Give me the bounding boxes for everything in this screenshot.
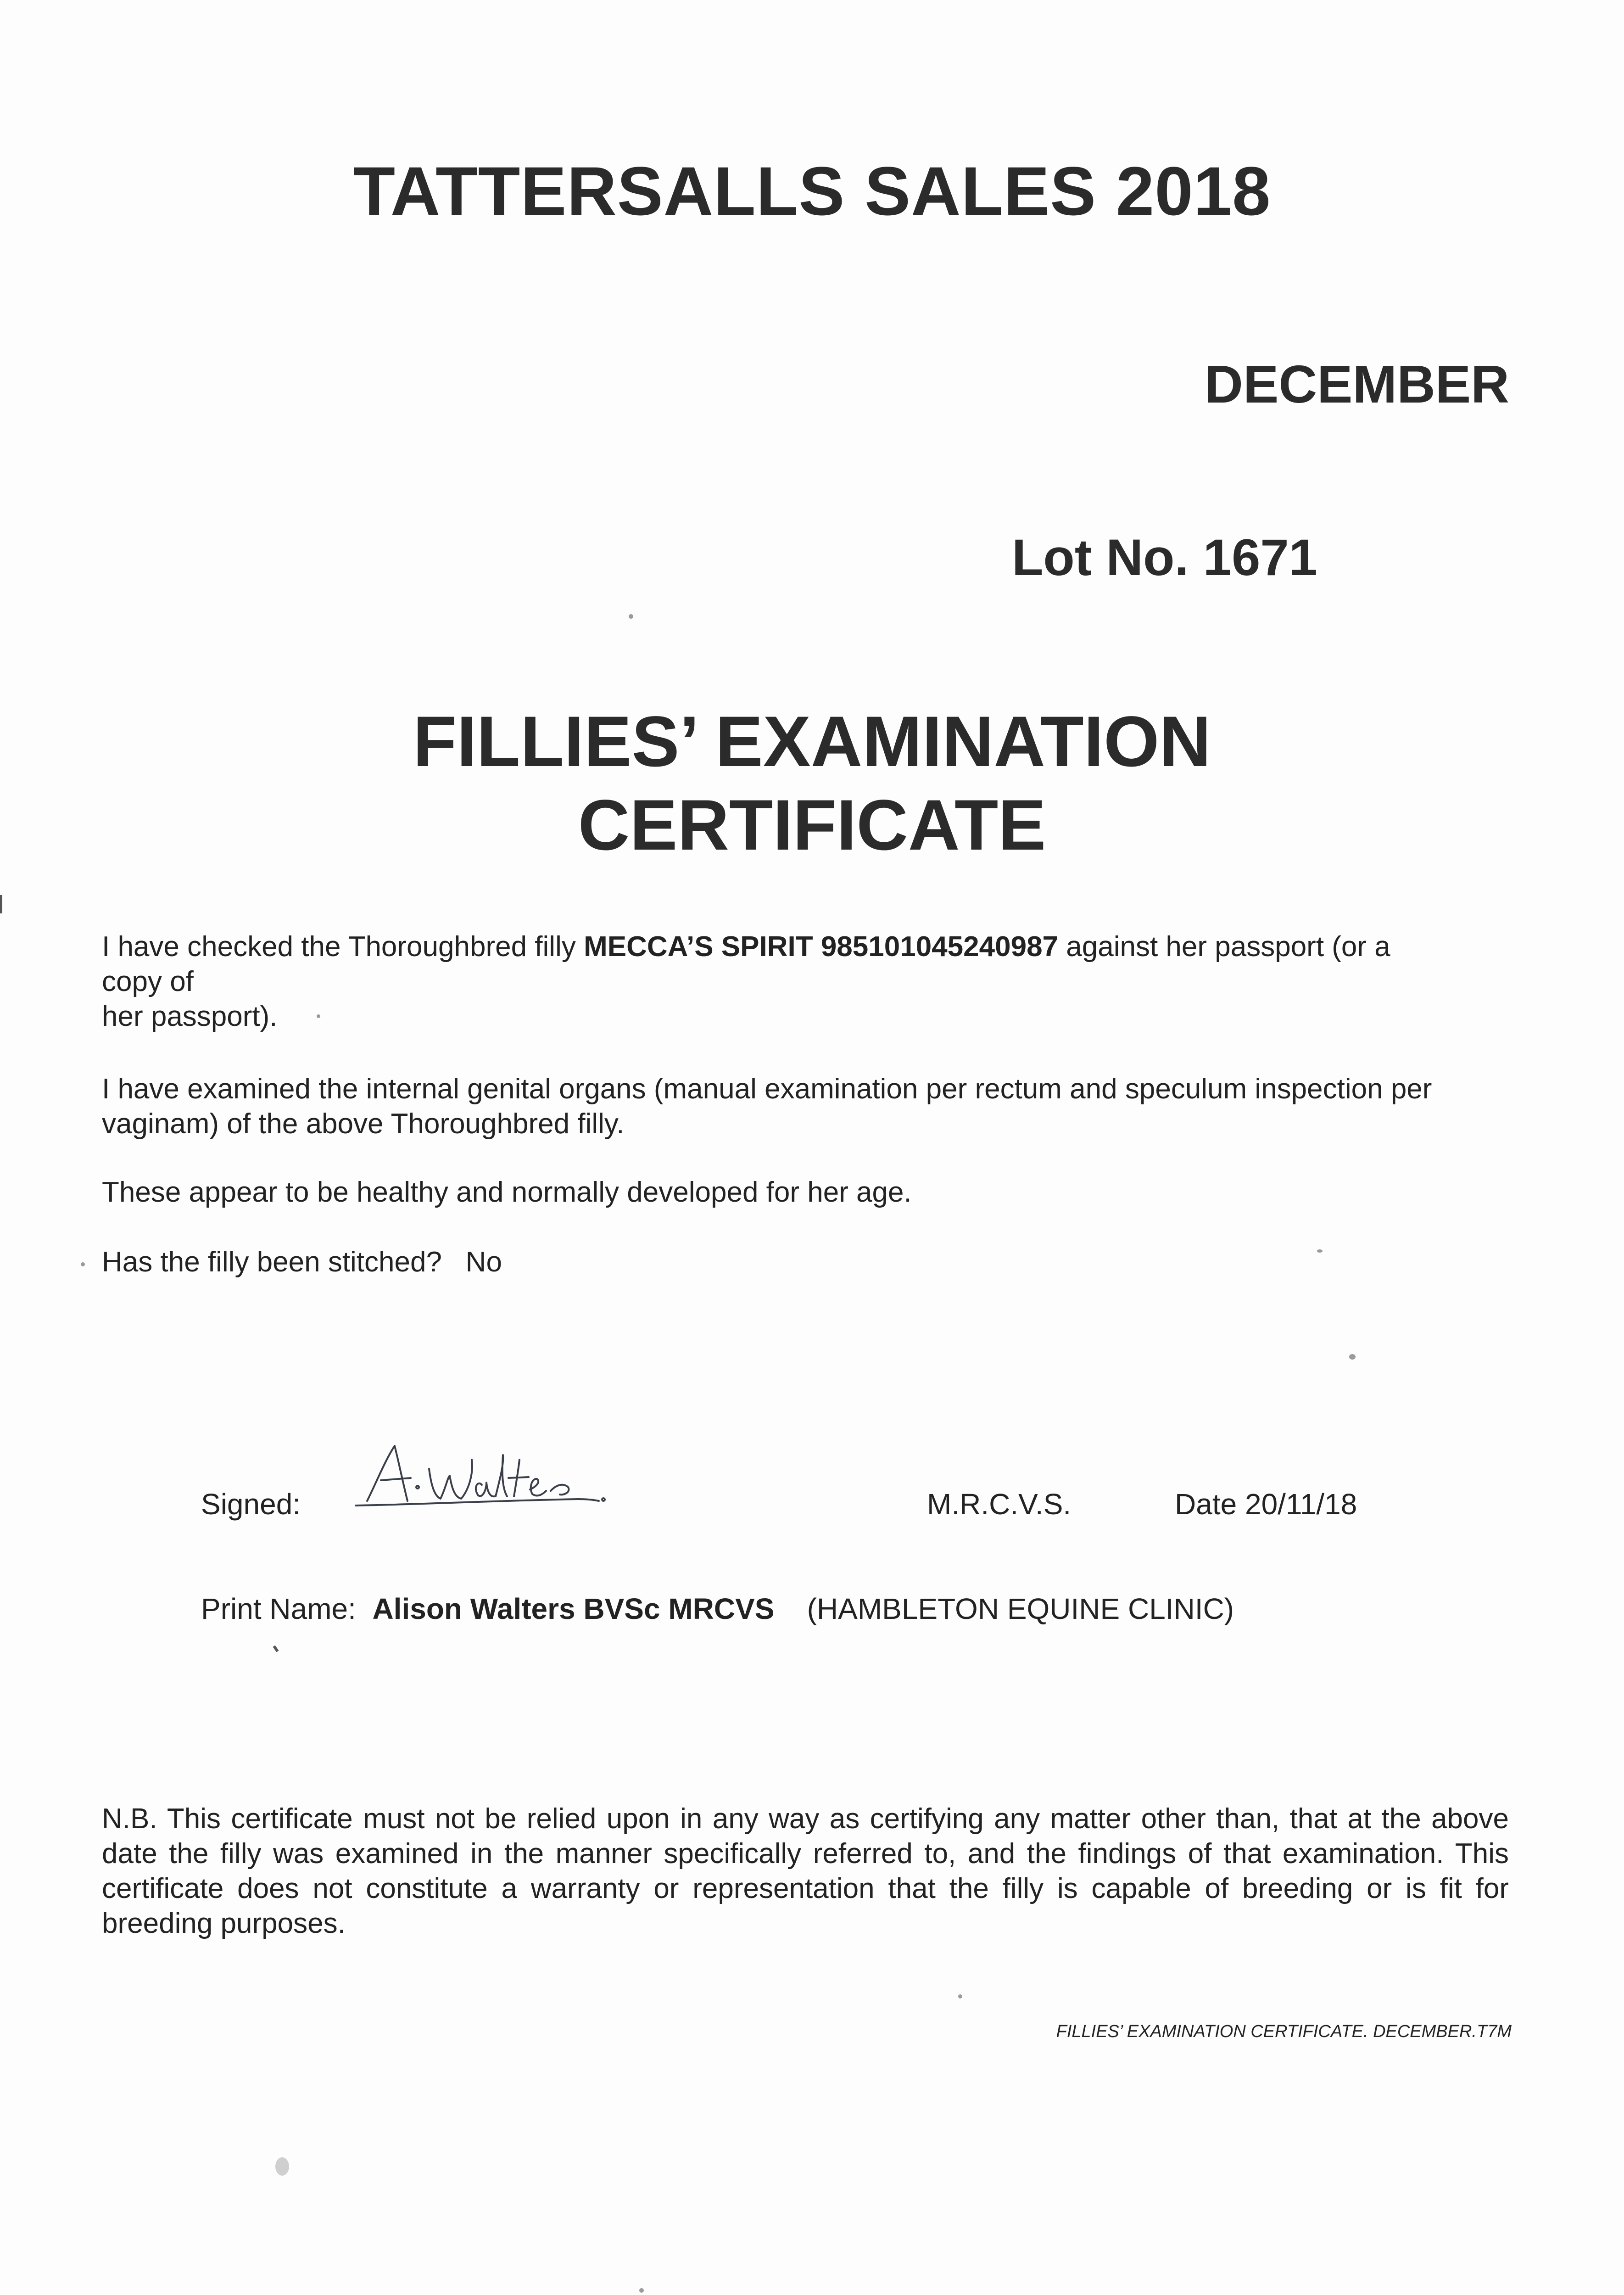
certificate-title xyxy=(0,700,1624,867)
health-statement: These appear to be healthy and normally developed for her age. xyxy=(102,1176,912,1208)
scan-smudge xyxy=(275,2157,289,2176)
lot-number: Lot No. 1671 xyxy=(1012,529,1317,586)
disclaimer-note: N.B. This certificate must not be relied upon in any way as certifying any matter other than, that at the above date the filly was examined in the manner specifically referred to, and the findings of that examination. This certificate does not constitute a warranty or representation that the filly is capable of breeding or is fit for breeding purposes. xyxy=(102,1803,1509,1939)
mrcvs-label: M.R.C.V.S. xyxy=(927,1488,1072,1521)
sale-month: DECEMBER xyxy=(1205,354,1509,414)
passport-line-3: her passport). xyxy=(102,1001,278,1032)
passport-check-paragraph xyxy=(102,929,1534,1034)
signed-label: Signed: xyxy=(201,1488,301,1521)
scan-speck xyxy=(1317,1249,1323,1253)
print-name-value: Alison Walters BVSc MRCVS xyxy=(372,1592,775,1625)
scan-speck xyxy=(629,614,633,619)
passport-suffix: against her passport (or a xyxy=(1058,931,1390,963)
pen-tick-mark xyxy=(273,1646,279,1652)
scan-speck xyxy=(958,1994,962,1998)
certificate-title-line-1: FILLIES’ EXAMINATION xyxy=(413,702,1211,782)
scan-edge-mark xyxy=(0,895,2,913)
print-name-row xyxy=(201,1592,1234,1626)
examination-paragraph: I have examined the internal genital organs (manual examination per rectum and speculum inspection per vaginam) of the above Thoroughbred filly. xyxy=(102,1073,1432,1140)
scan-speck xyxy=(639,2288,644,2293)
scan-speck xyxy=(1349,1354,1356,1360)
horse-name-and-id: MECCA’S SPIRIT 985101045240987 xyxy=(584,931,1059,963)
print-name-label: Print Name: xyxy=(201,1592,356,1625)
handwritten-signature xyxy=(349,1432,606,1524)
passport-line-1 xyxy=(102,929,1534,964)
passport-line-2: copy of xyxy=(102,966,194,997)
stitched-answer: No xyxy=(465,1246,502,1278)
certificate-title-line-2: CERTIFICATE xyxy=(578,785,1046,865)
scan-speck xyxy=(317,1014,320,1018)
passport-prefix: I have checked the Thoroughbred filly xyxy=(102,931,584,963)
examination-date: Date 20/11/18 xyxy=(1175,1488,1357,1521)
sales-title: TATTERSALLS SALES 2018 xyxy=(353,152,1271,230)
stitched-question: Has the filly been stitched? xyxy=(102,1246,442,1278)
clinic-name: (HAMBLETON EQUINE CLINIC) xyxy=(807,1592,1234,1625)
scan-speck xyxy=(81,1262,85,1266)
footer-reference: FILLIES’ EXAMINATION CERTIFICATE. DECEMBER.T7M xyxy=(1056,2022,1512,2041)
